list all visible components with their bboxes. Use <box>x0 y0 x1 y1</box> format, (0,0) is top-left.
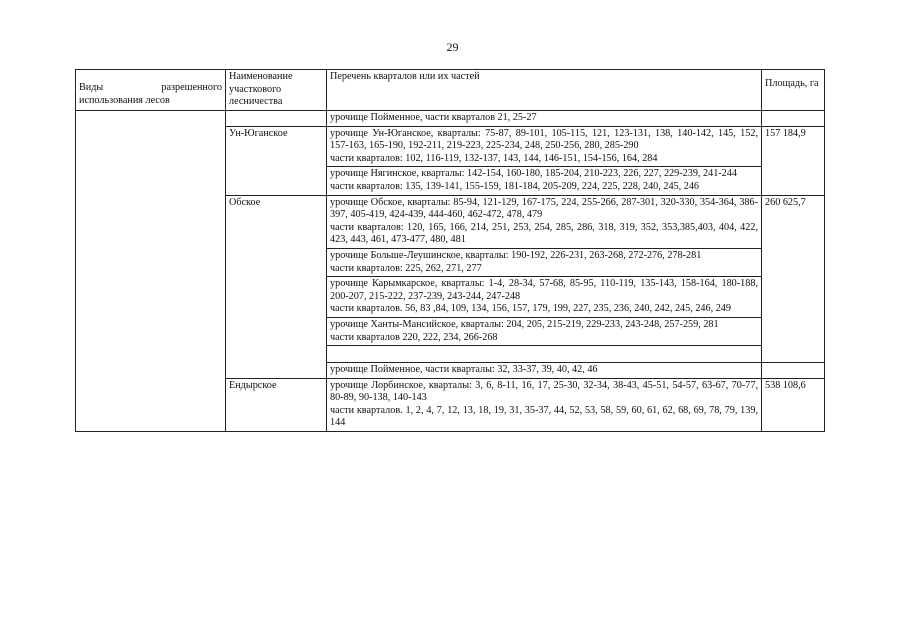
forestry-cell-empty <box>226 111 327 127</box>
tract-parts: части кварталов. 56, 83 ,84, 109, 134, 156, 157, 179, 199, 227, 235, 236, 240, 242, 245, 246, 249 <box>330 303 731 315</box>
tract-quarters: урочище Нягинское, кварталы: 142-154, 160-180, 185-204, 210-223, 226, 227, 229-239, 241-244 <box>330 168 737 180</box>
quarters-cell <box>327 126 762 167</box>
tract-parts: части кварталов: 102, 116-119, 132-137, 143, 144, 146-151, 154-156, 164, 284 <box>330 152 658 164</box>
tract-quarters: урочище Ун-Юганское, кварталы: 75-87, 89-101, 105-115, 121, 123-131, 138, 140-142, 145, 152, 157-163, 165-190, 192-211, 219-223, 225-234, 248, 250-256, 280, 285-290 <box>330 127 758 152</box>
forestry-name-endyrskoe: Ендырское <box>226 378 327 431</box>
header-use-type-line2: использования лесов <box>79 94 170 106</box>
tract-parts: части кварталов 220, 222, 234, 266-268 <box>330 331 498 343</box>
header-use-type-line1: Виды разрешенного <box>79 82 222 93</box>
quarters-cell <box>327 277 762 318</box>
tract-quarters: урочище Обское, кварталы: 85-94, 121-129, 167-175, 224, 255-266, 287-301, 320-330, 354-364, 386-397, 405-419, 424-439, 444-460, 462-472, 478, 479 <box>330 196 758 221</box>
tract-parts: части кварталов. 1, 2, 4, 7, 12, 13, 18, 19, 31, 35-37, 44, 52, 53, 58, 59, 60, 61, 62, 68, 69, 78, 79, 139, 144 <box>330 404 758 429</box>
tract-quarters: урочище Лорбинское, кварталы: 3, 6, 8-11, 16, 17, 25-30, 32-34, 38-43, 45-51, 54-57, 63-67, 70-77, 80-89, 90-138, 140-143 <box>330 379 758 404</box>
area-obskoe: 260 625,7 <box>762 195 825 363</box>
area-unyugan: 157 184,9 <box>762 126 825 195</box>
table-header-row <box>76 70 825 111</box>
tract-quarters: урочище Больше-Леушинское, кварталы: 190-192, 226-231, 263-268, 272-276, 278-281 <box>330 249 702 261</box>
area-cell-empty <box>762 363 825 379</box>
quarters-cell: урочище Пойменное, части кварталов 21, 25-27 <box>327 111 762 127</box>
forestry-name-obskoe: Обское <box>226 195 327 378</box>
quarters-cell <box>327 317 762 345</box>
page-number: 29 <box>446 40 459 54</box>
use-type-cell <box>76 111 226 432</box>
header-quarters: Перечень кварталов или их частей <box>327 70 762 111</box>
forest-quarters-table <box>75 69 825 432</box>
quarters-cell <box>327 378 762 431</box>
quarters-cell: урочище Пойменное, части кварталы: 32, 33-37, 39, 40, 42, 46 <box>327 363 762 379</box>
area-cell-empty <box>762 111 825 127</box>
quarters-cell-empty <box>327 346 762 363</box>
table-row <box>76 111 825 127</box>
header-forestry: Наименование участкового лесничества <box>226 70 327 111</box>
tract-parts: части кварталов: 135, 139-141, 155-159, 181-184, 205-209, 224, 225, 228, 240, 245, 246 <box>330 180 700 192</box>
area-endyrskoe: 538 108,6 <box>762 378 825 431</box>
quarters-cell <box>327 195 762 248</box>
tract-parts: части кварталов: 120, 165, 166, 214, 251, 253, 254, 285, 286, 318, 319, 352, 353,385,403, 404, 422, 423, 443, 461, 473-477, 480, 481 <box>330 221 758 246</box>
forestry-name-unyugan: Ун-Юганское <box>226 126 327 195</box>
tract-parts: части кварталов: 225, 262, 271, 277 <box>330 262 482 274</box>
quarters-cell <box>327 167 762 195</box>
tract-quarters: урочище Карымкарское, кварталы: 1-4, 28-34, 57-68, 85-95, 110-119, 135-143, 158-164, 180-188, 200-207, 215-222, 237-239, 243-244, 247-248 <box>330 278 758 302</box>
header-use-type <box>76 70 226 111</box>
header-area: Площадь, га <box>762 70 825 111</box>
tract-quarters: урочище Ханты-Мансийское, кварталы: 204, 205, 215-219, 229-233, 243-248, 257-259, 281 <box>330 318 719 330</box>
quarters-cell <box>327 248 762 276</box>
